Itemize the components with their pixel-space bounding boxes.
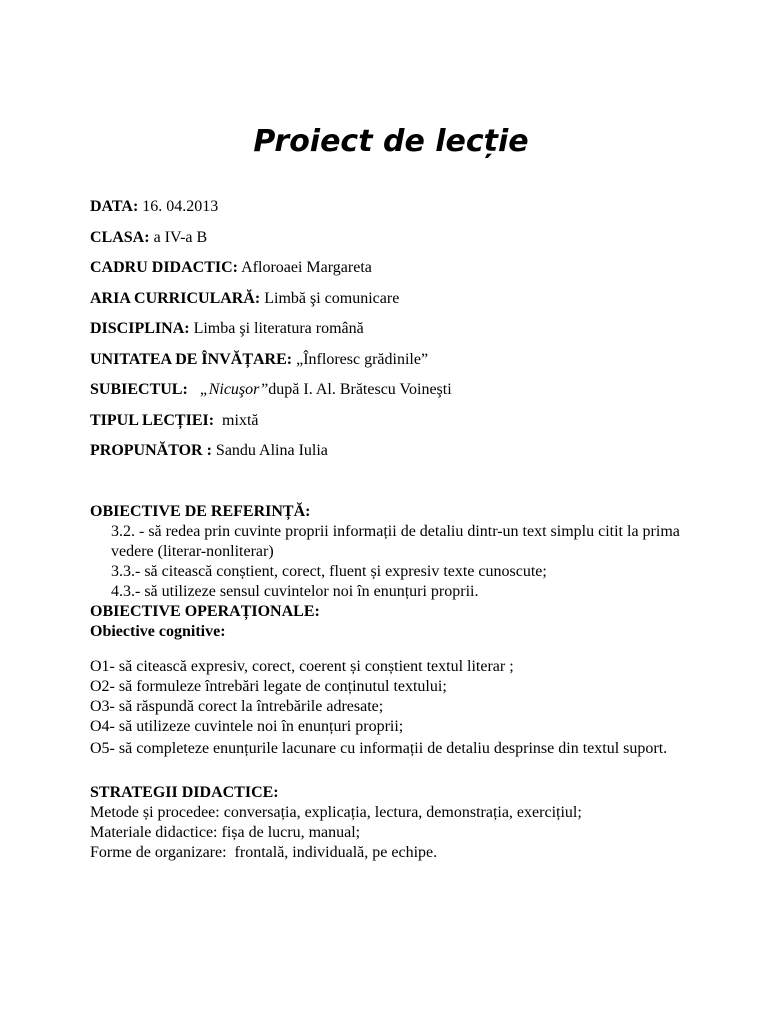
cognitive-subheading: Obiective cognitive: bbox=[90, 623, 226, 640]
referinta-item: 3.2. - să redea prin cuvinte proprii informații de detaliu dintr-un text simplu citit la prima vedere (literar-nonliterar) bbox=[111, 523, 680, 560]
meta-propunator: PROPUNĂTOR : Sandu Alina Iulia bbox=[90, 442, 328, 459]
objective-item: O1- să citească expresiv, corect, coerent și conștient textul literar ; bbox=[90, 658, 514, 675]
lesson-metadata bbox=[90, 196, 452, 471]
strategii-item: Materiale didactice: fișa de lucru, manual; bbox=[90, 824, 361, 841]
meta-unitatea: UNITATEA DE ÎNVĂȚARE: „Înfloresc grădinile” bbox=[90, 350, 429, 368]
meta-aria-curriculara: ARIA CURRICULARĂ: Limbă şi comunicare bbox=[90, 289, 400, 307]
objective-item: O2- să formuleze întrebări legate de conținutul textului; bbox=[90, 678, 447, 695]
meta-disciplina: DISCIPLINA: Limba şi literatura română bbox=[90, 320, 364, 337]
referinta-item: 4.3.- să utilizeze sensul cuvintelor noi în enunțuri proprii. bbox=[111, 583, 479, 600]
strategii-heading: STRATEGII DIDACTICE: bbox=[90, 784, 279, 801]
strategii-item: Metode și procedee: conversația, explicația, lectura, demonstrația, exercițiul; bbox=[90, 804, 582, 821]
operationale-heading: OBIECTIVE OPERAȚIONALE: bbox=[90, 603, 320, 620]
meta-data: DATA: 16. 04.2013 bbox=[90, 198, 219, 215]
meta-clasa: CLASA: a IV-a B bbox=[90, 228, 208, 246]
cognitive-objectives bbox=[90, 657, 700, 761]
strategii-item: Forme de organizare: frontală, individuală, pe echipe. bbox=[90, 844, 438, 861]
lesson-body bbox=[90, 502, 700, 863]
objective-item: O5- să completeze enunțurile lacunare cu informații de detaliu desprinse din textul suport. bbox=[90, 740, 668, 757]
objective-item: O4- să utilizeze cuvintele noi în enunțuri proprii; bbox=[90, 718, 404, 735]
objective-item: O3- să răspundă corect la întrebările adresate; bbox=[90, 698, 384, 715]
referinta-item: 3.3.- să citească conștient, corect, fluent și expresiv texte cunoscute; bbox=[111, 563, 547, 580]
referinta-heading: OBIECTIVE DE REFERINȚĂ: bbox=[90, 503, 311, 520]
meta-cadru-didactic: CADRU DIDACTIC: Afloroaei Margareta bbox=[90, 259, 372, 276]
meta-tipul-lectiei: TIPUL LECȚIEI: mixtă bbox=[90, 411, 259, 429]
page-title: Proiect de lecție bbox=[253, 124, 529, 159]
meta-subiectul: SUBIECTUL: „Nicuşor”după I. Al. Brătescu Voineşti bbox=[90, 381, 452, 398]
